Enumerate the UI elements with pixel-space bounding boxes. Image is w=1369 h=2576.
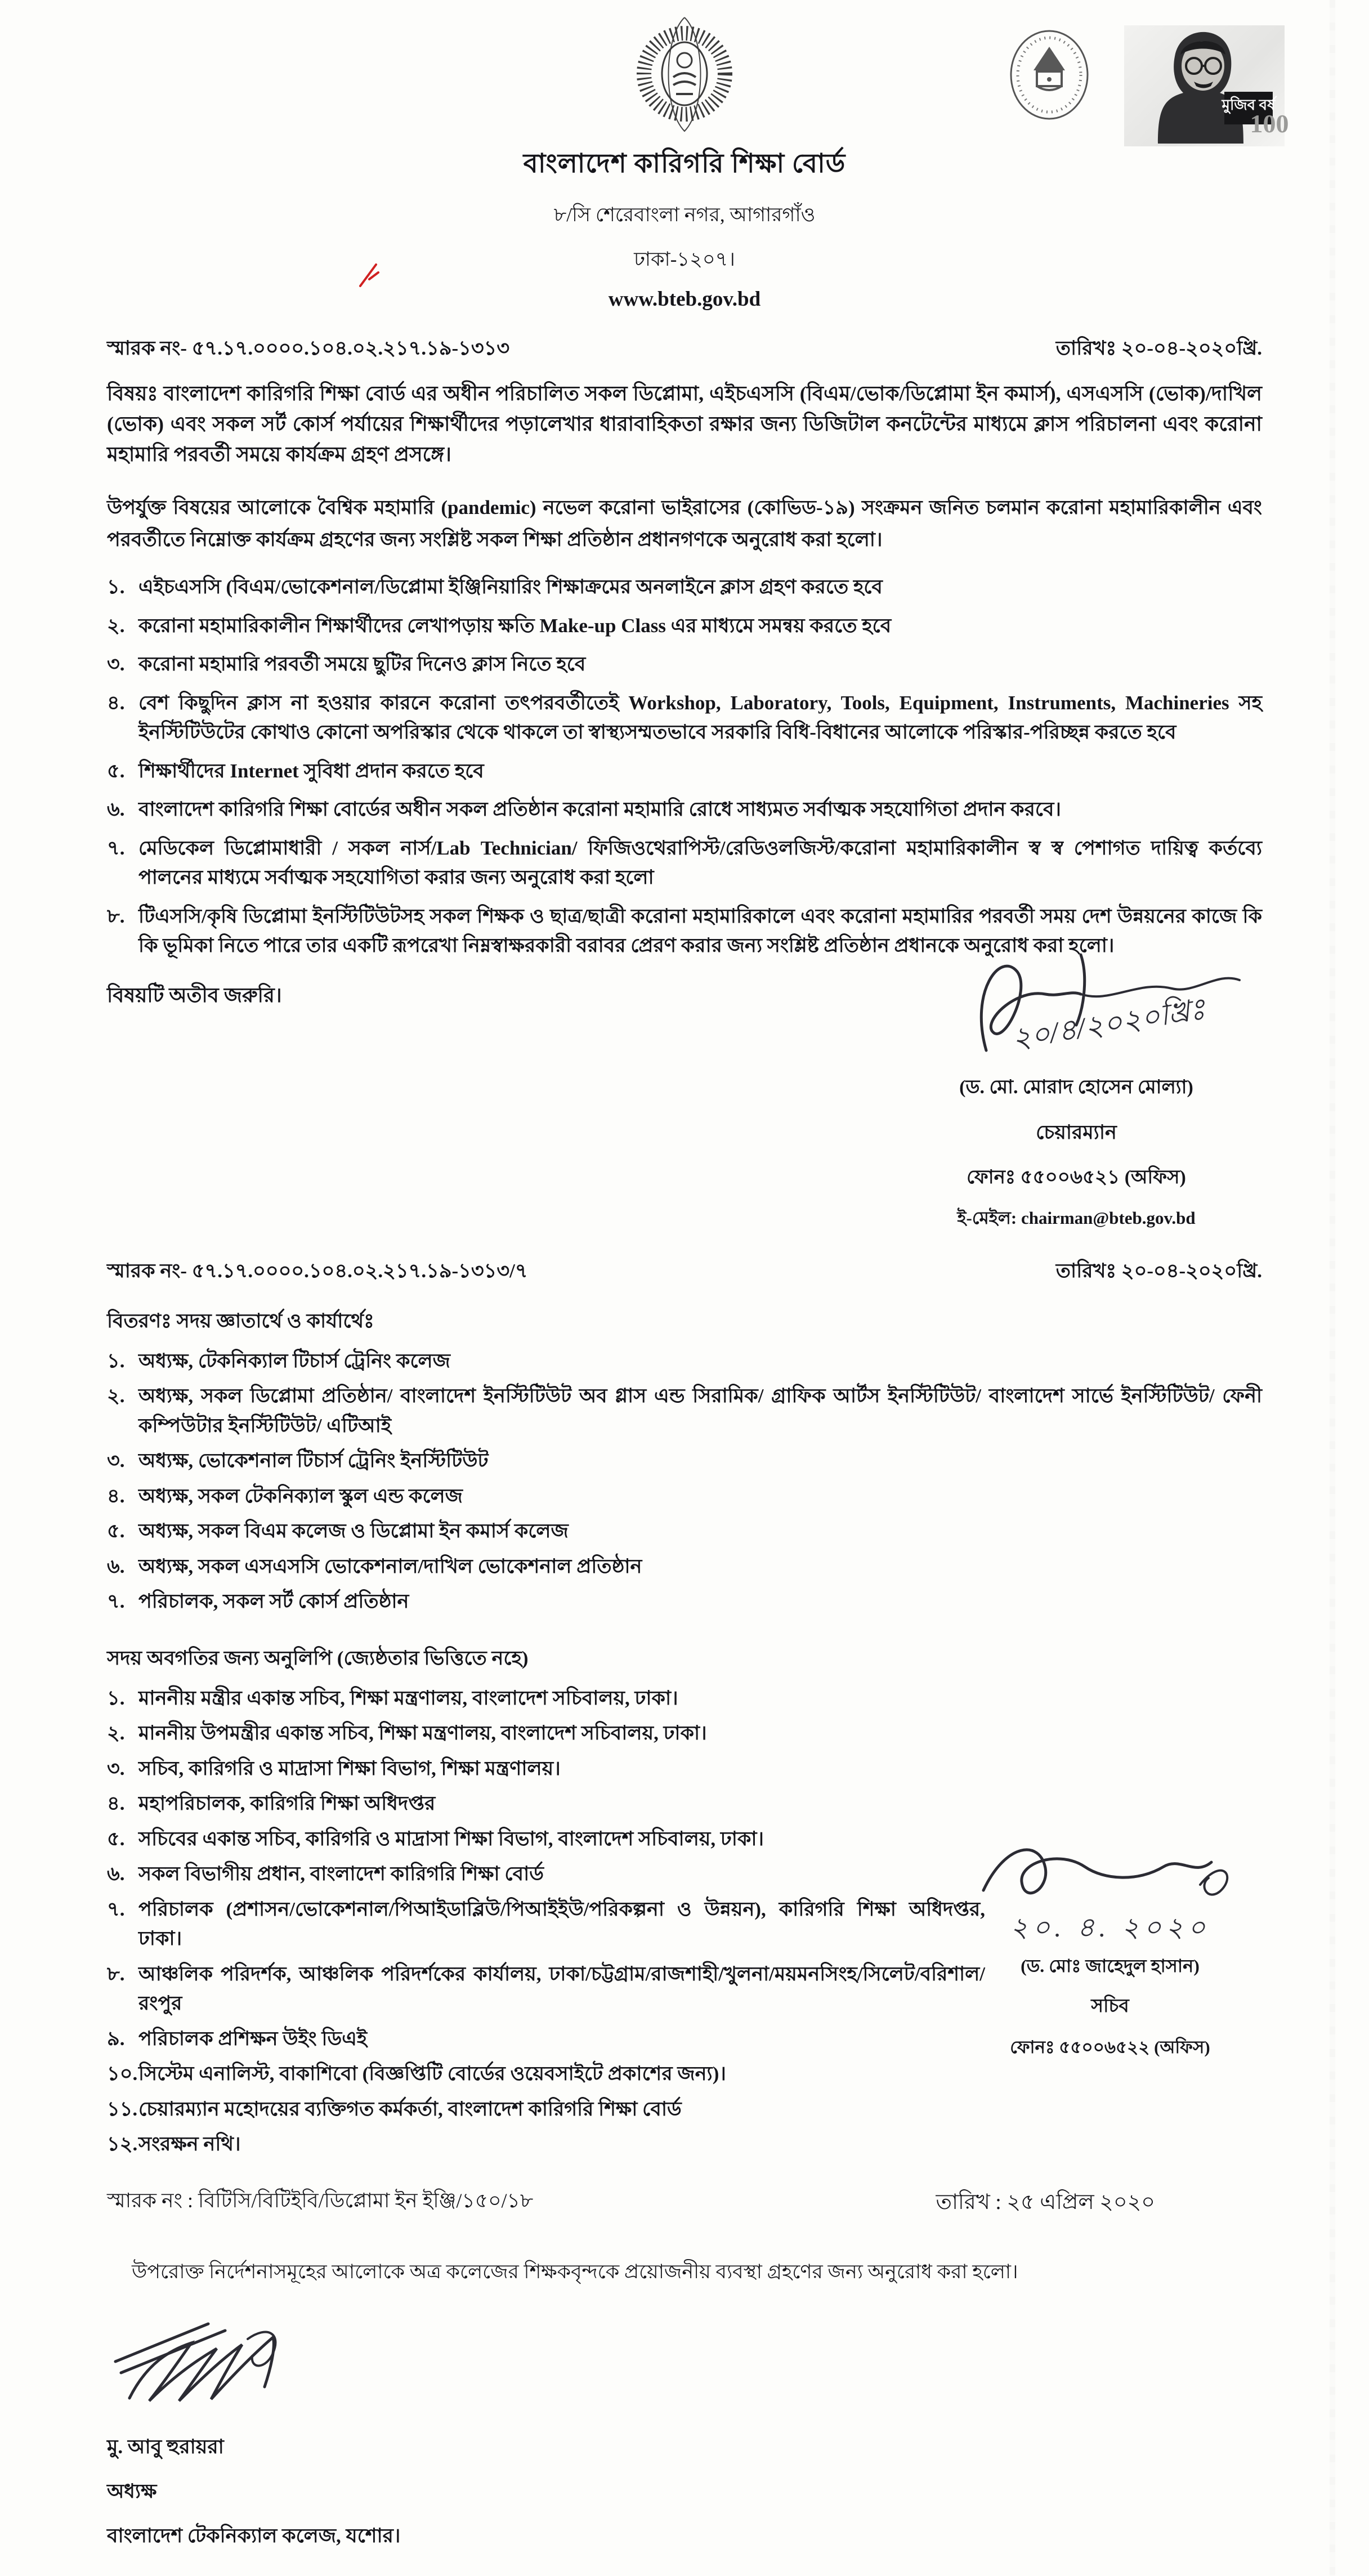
cc-section (107, 1643, 1262, 2159)
directives-list (107, 573, 1262, 961)
item-number: ২. (107, 1722, 125, 1745)
directive-item (107, 650, 1262, 679)
memo-number-1: স্মারক নং- ৫৭.১৭.০০০০.১০৪.০২.২১৭.১৯-১৩১৩ (107, 337, 510, 359)
chairman-signature-icon (902, 941, 1251, 1070)
chairman-phone: ফোনঃ ৫৫০০৬৫২১ (অফিস) (967, 1166, 1186, 1188)
secretary-signature-block (947, 1828, 1273, 2063)
item-number: ৮. (107, 905, 125, 927)
memo-number-3: স্মারক নং : বিটিসি/বিটিইবি/ডিপ্লোমা ইন ইঞ্জি/১৫০/১৮ (107, 2189, 534, 2212)
cc-item (107, 2059, 985, 2089)
item-number: ৯. (107, 2027, 125, 2050)
item-number: ৪. (107, 691, 125, 714)
urgent-note: বিষয়টি অতীব জরুরি। (107, 983, 282, 1007)
chairman-name: (ড. মো. মোরাদ হোসেন মোল্যা) (959, 1076, 1193, 1098)
distribution-item (107, 1482, 1262, 1511)
cc-item (107, 1824, 985, 1854)
directive-item (107, 795, 1262, 825)
item-text: অধ্যক্ষ, সকল টেকনিক্যাল স্কুল এন্ড কলেজ (138, 1484, 463, 1507)
item-text: মাননীয় উপমন্ত্রীর একান্ত সচিব, শিক্ষা মন্ত্রণালয়, বাংলাদেশ সচিবালয়, ঢাকা। (138, 1722, 707, 1745)
item-number: ৬. (107, 798, 125, 821)
item-text: সিস্টেম এনালিস্ট, বাকাশিবো (বিজ্ঞপ্তিটি বোর্ডের ওয়েবসাইটে প্রকাশের জন্য)। (138, 2063, 726, 2085)
subject-line: বিষয়ঃ বাংলাদেশ কারিগরি শিক্ষা বোর্ড এর অধীন পরিচালিত সকল ডিপ্লোমা, এইচএসসি (বিএম/ভোক/ডিপ্লোমা ইন কমার্স), এসএসসি (ভোক)/দাখিল (ভোক) এবং সকল সর্ট কোর্স পর্যায়ের শিক্ষার্থীদের পড়ালেখার ধারাবাহিকতা রক্ষার জন্য ডিজিটাল কনটেন্টের মাধ্যমে ক্লাস পরিচালনা এবং করোনা মহামারি পরবর্তী সময়ে কার্যক্রম গ্রহণ প্রসঙ্গে। (107, 382, 1262, 466)
distribution-item (107, 1381, 1262, 1441)
intro-paragraph: উপর্যুক্ত বিষয়ের আলোকে বৈশ্বিক মহামারি (pandemic) নভেল করোনা ভাইরাসের (কোভিড-১৯) সংক্রমন জনিত চলমান করোনা মহামারিকালীন এবং পরবর্তীতে নিম্নোক্ত কার্যক্রম গ্রহণের জন্য সংশ্লিষ্ট সকল শিক্ষা প্রতিষ্ঠান প্রধানগণকে অনুরোধ করা হলো। (107, 497, 1262, 551)
item-number: ৫. (107, 759, 125, 782)
item-number: ৩. (107, 1450, 125, 1472)
distribution-item (107, 1347, 1262, 1376)
bteb-starburst-seal-icon (631, 14, 738, 135)
item-number: ১১. (107, 2098, 138, 2120)
item-number: ৭. (107, 1590, 125, 1613)
principal-title: অধ্যক্ষ (107, 2480, 157, 2502)
chairman-signature-block (891, 941, 1262, 1234)
item-number: ১০. (107, 2063, 138, 2085)
cc-item (107, 1895, 985, 1954)
item-number: ৬. (107, 1863, 125, 1885)
mujib-100-text: 100 (1250, 109, 1289, 138)
item-number: ৫. (107, 1520, 125, 1542)
item-text: সকল বিভাগীয় প্রধান, বাংলাদেশ কারিগরি শিক্ষা বোর্ড (138, 1863, 544, 1885)
memo-date-2: তারিখঃ ২০-০৪-২০২০খ্রি. (1055, 1259, 1262, 1282)
memo-row-1 (107, 333, 1262, 366)
secretary-phone: ফোনঃ ৫৫০০৬৫২২ (অফিস) (1010, 2037, 1210, 2057)
item-text: চেয়ারম্যান মহোদয়ের ব্যক্তিগত কর্মকর্তা, বাংলাদেশ কারিগরি শিক্ষা বোর্ড (138, 2098, 682, 2120)
item-text: অধ্যক্ষ, সকল ডিপ্লোমা প্রতিষ্ঠান/ বাংলাদেশ ইনস্টিটিউট অব গ্লাস এন্ড সিরামিক/ গ্রাফিক আর্টস ইনস্টিটিউট/ বাংলাদেশ সার্ভে ইনস্টিটিউট/ ফেনী কম্পিউটার ইনস্টিটিউট/ এটিআই (138, 1385, 1262, 1437)
cc-item (107, 1754, 985, 1784)
directive-item (107, 611, 1262, 641)
distribution-list (107, 1347, 1262, 1617)
item-text: অধ্যক্ষ, সকল এসএসসি ভোকেশনাল/দাখিল ভোকেশনাল প্রতিষ্ঠান (138, 1555, 642, 1577)
cc-item (107, 2130, 985, 2159)
item-text: বেশ কিছুদিন ক্লাস না হওয়ার কারনে করোনা তৎপরবর্তীতেই Workshop, Laboratory, Tools, Equipment, Instruments, Machineries সহ ইনস্টিটিউটের কোথাও কোনো অপরিস্কার থেকে থাকলে তা স্বাস্থ্যসম্মতভাবে সরকারি বিধি-বিধানের আলোকে পরিস্কার-পরিচ্ছন্ন করতে হবে (138, 691, 1262, 744)
item-text: মহাপরিচালক, কারিগরি শিক্ষা অধিদপ্তর (138, 1792, 436, 1815)
memo-date-3: তারিখ : ২৫ এপ্রিল ২০২০ (936, 2190, 1155, 2214)
item-text: পরিচালক (প্রশাসন/ভোকেশনাল/পিআইডাব্লিউ/পিআইইউ/পরিকল্পনা ও উন্নয়ন), কারিগরি শিক্ষা অধিদপ্তর, ঢাকা। (138, 1898, 985, 1950)
header-right-logos (1006, 25, 1289, 146)
item-text: সচিবের একান্ত সচিব, কারিগরি ও মাদ্রাসা শিক্ষা বিভাগ, বাংলাদেশ সচিবালয়, ঢাকা। (138, 1827, 764, 1850)
org-name: বাংলাদেশ কারিগরি শিক্ষা বোর্ড (523, 149, 846, 178)
directive-item (107, 688, 1262, 748)
principal-signature-block (107, 2308, 501, 2553)
distribution-item (107, 1552, 1262, 1582)
item-number: ১. (107, 1349, 125, 1372)
item-number: ১. (107, 576, 125, 598)
cc-heading: সদয় অবগতির জন্য অনুলিপি (জ্যেষ্ঠতার ভিত্তিতে নহে) (107, 1647, 529, 1669)
memo-row-3 (107, 2185, 1262, 2221)
item-number: ৪. (107, 1484, 125, 1507)
item-text: বাংলাদেশ কারিগরি শিক্ষা বোর্ডের অধীন সকল প্রতিষ্ঠান করোনা মহামারি রোধে সাধ্যমত সর্বাত্মক সহযোগিতা প্রদান করবে। (138, 798, 1061, 821)
item-number: ৭. (107, 1898, 125, 1920)
mujib-borsho-text: মুজিব বর্ষ (1222, 97, 1276, 113)
secretary-name: (ড. মোঃ জাহেদুল হাসান) (1021, 1955, 1200, 1976)
memo-date-1: তারিখঃ ২০-০৪-২০২০খ্রি. (1055, 337, 1262, 359)
memo-row-2 (107, 1255, 1262, 1289)
mujib-100-logo (1124, 25, 1289, 146)
item-number: ৬. (107, 1555, 125, 1577)
directive-item (107, 757, 1262, 786)
item-text: করোনা মহামারি পরবর্তী সময়ে ছুটির দিনেও ক্লাস নিতে হবে (138, 653, 586, 676)
cc-item (107, 2024, 985, 2054)
address-line-2: ঢাকা-১২০৭। (634, 248, 735, 270)
cc-item (107, 1684, 985, 1714)
cc-item (107, 1719, 985, 1748)
item-text: পরিচালক প্রশিক্ষন উইং ডিএই (138, 2027, 368, 2050)
item-text: অধ্যক্ষ, টেকনিক্যাল টিচার্স ট্রেনিং কলেজ (138, 1349, 450, 1372)
item-text: শিক্ষার্থীদের Internet সুবিধা প্রদান করতে হবে (138, 759, 484, 782)
cc-item (107, 1789, 985, 1819)
principal-org: বাংলাদেশ টেকনিক্যাল কলেজ, যশোর। (107, 2524, 401, 2547)
item-number: ৪. (107, 1792, 125, 1815)
memo-number-2: স্মারক নং- ৫৭.১৭.০০০০.১০৪.০২.২১৭.১৯-১৩১৩/৭ (107, 1259, 528, 1282)
item-number: ৫. (107, 1827, 125, 1850)
chairman-handwritten-date: ২০/৪/২০২০খ্রিঃ (1009, 993, 1208, 1056)
item-number: ২. (107, 1385, 125, 1407)
item-number: ৭. (107, 837, 125, 859)
directive-item (107, 834, 1262, 893)
item-number: ১২. (107, 2133, 138, 2155)
address-line-1: ৮/সি শেরেবাংলা নগর, আগারগাঁও (553, 204, 816, 226)
item-text: এইচএসসি (বিএম/ভোকেশনাল/ডিপ্লোমা ইঞ্জিনিয়ারিং শিক্ষাক্রমের অনলাইনে ক্লাস গ্রহণ করতে হবে (138, 576, 883, 598)
chairman-email: ই-মেইল: chairman@bteb.gov.bd (957, 1208, 1196, 1228)
item-number: ৩. (107, 653, 125, 676)
principal-name: মু. আবু হুরায়রা (107, 2435, 224, 2458)
item-text: করোনা মহামারিকালীন শিক্ষার্থীদের লেখাপড়ায় ক্ষতি Make-up Class এর মাধ্যমে সমন্বয় করতে হবে (138, 614, 892, 637)
item-number: ২. (107, 614, 125, 637)
chairman-title: চেয়ারম্যান (1036, 1121, 1117, 1143)
distribution-item (107, 1517, 1262, 1546)
distribution-heading: বিতরণঃ সদয় জ্ঞাতার্থে ও কার্যার্থেঃ (107, 1309, 374, 1332)
forward-note: উপরোক্ত নির্দেশনাসমূহের আলোকে অত্র কলেজের শিক্ষকবৃন্দকে প্রয়োজনীয় ব্যবস্থা গ্রহণের জন্য অনুরোধ করা হলো। (132, 2260, 1018, 2283)
secretary-title: সচিব (1091, 1996, 1129, 2016)
item-number: ৮. (107, 1962, 125, 1985)
item-text: পরিচালক, সকল সর্ট কোর্স প্রতিষ্ঠান (138, 1590, 409, 1613)
website-url: www.bteb.gov.bd (608, 288, 761, 311)
cc-list (107, 1684, 985, 2159)
board-round-seal-icon (1006, 25, 1093, 127)
item-text: সচিব, কারিগরি ও মাদ্রাসা শিক্ষা বিভাগ, শিক্ষা মন্ত্রণালয়। (138, 1757, 561, 1779)
item-text: মাননীয় মন্ত্রীর একান্ত সচিব, শিক্ষা মন্ত্রণালয়, বাংলাদেশ সচিবালয়, ঢাকা। (138, 1687, 678, 1709)
cc-item (107, 1859, 985, 1889)
directive-item (107, 573, 1262, 602)
secretary-handwritten-date: ২০. ৪. ২০২০ (1010, 1912, 1210, 1943)
cc-item (107, 1960, 985, 2019)
item-text: অধ্যক্ষ, ভোকেশনাল টিচার্স ট্রেনিং ইনস্টিটিউট (138, 1450, 489, 1472)
principal-signature-icon (107, 2308, 366, 2426)
item-text: আঞ্চলিক পরিদর্শক, আঞ্চলিক পরিদর্শকের কার্যালয়, ঢাকা/চট্টগ্রাম/রাজশাহী/খুলনা/ময়মনসিংহ/সিলেট/বরিশাল/রংপুর (138, 1962, 985, 2015)
item-number: ৩. (107, 1757, 125, 1779)
item-text: অধ্যক্ষ, সকল বিএম কলেজ ও ডিপ্লোমা ইন কমার্স কলেজ (138, 1520, 569, 1542)
item-text: মেডিকেল ডিপ্লোমাধারী / সকল নার্স/Lab Technician/ ফিজিওথেরাপিস্ট/রেডিওলজিস্ট/করোনা মহামারিকালীন স্ব স্ব পেশাগত দায়িত্ব কর্তব্যে পালনের মাধ্যমে সর্বাত্মক সহযোগিতা করার জন্য অনুরোধ করা হলো (138, 837, 1262, 889)
item-text: সংরক্ষন নথি। (138, 2133, 241, 2155)
cc-item (107, 2095, 985, 2125)
item-text: টিএসসি/কৃষি ডিপ্লোমা ইনস্টিটিউটসহ সকল শিক্ষক ও ছাত্র/ছাত্রী করোনা মহামারিকালে এবং করোনা মহামারির পরবর্তী সময় দেশ উন্নয়নের কাজে কি কি ভূমিকা নিতে পারে তার একটি রূপরেখা নিম্নস্বাক্ষরকারী বরাবর প্রেরণ করার জন্য সংশ্লিষ্ট প্রতিষ্ঠান প্রধানকে অনুরোধ করা হলো। (138, 905, 1262, 957)
distribution-item (107, 1587, 1262, 1617)
distribution-item (107, 1446, 1262, 1476)
item-number: ১. (107, 1687, 125, 1709)
secretary-signature-icon (975, 1828, 1245, 1907)
